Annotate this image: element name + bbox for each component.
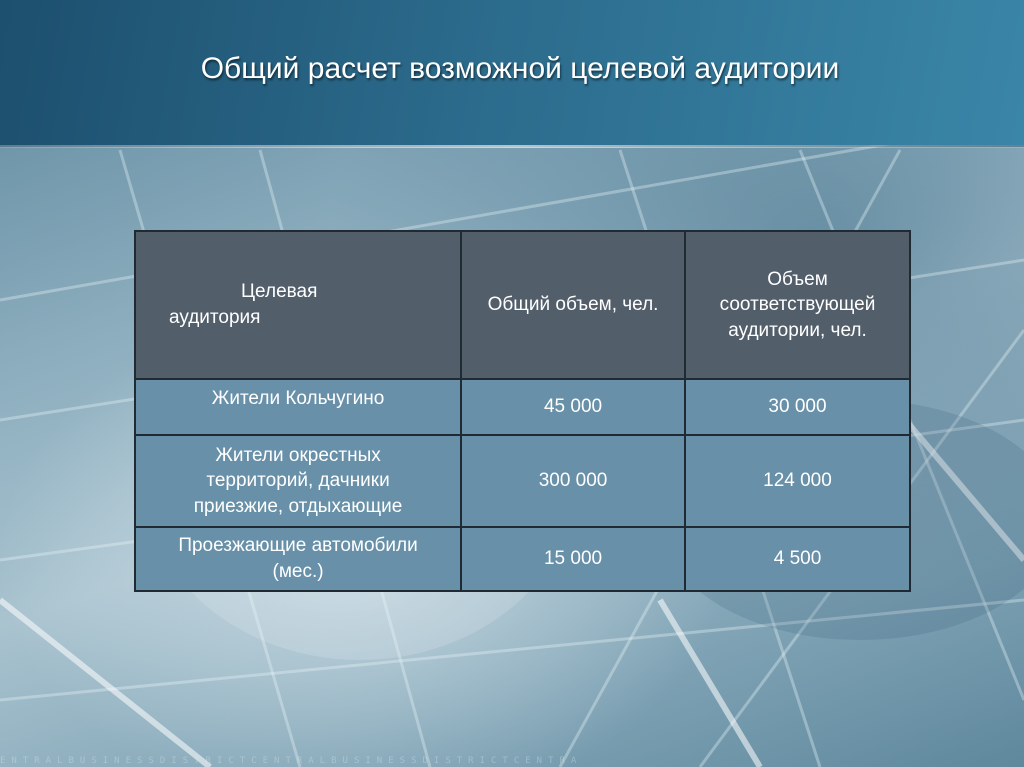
- table-header-row: [135, 231, 910, 379]
- cell-audience: Жители Кольчугино: [135, 379, 461, 435]
- table-row: [135, 379, 910, 435]
- footer-decor-text: ENTRALBUSINESSDISTRICTCENTRALBUSINESSDISTRICTCENTRA: [0, 756, 583, 766]
- header-total: Общий объем, чел.: [461, 231, 685, 379]
- cell-total: 15 000: [461, 527, 685, 591]
- header-matching: [685, 231, 910, 379]
- table-row: [135, 435, 910, 527]
- header-matching-line3: аудитории, чел.: [728, 319, 867, 341]
- cell-audience-line2: территорий, дачники: [206, 470, 390, 492]
- cell-audience-line1: Жители окрестных: [215, 444, 381, 466]
- cell-total: 45 000: [461, 379, 685, 435]
- cell-audience-line3: приезжие, отдыхающие: [193, 495, 403, 517]
- cell-matching: 124 000: [685, 435, 910, 527]
- table-row: [135, 527, 910, 591]
- cell-total: 300 000: [461, 435, 685, 527]
- header-matching-line1: Объем: [767, 268, 828, 290]
- cell-audience: [135, 527, 461, 591]
- cell-audience: [135, 435, 461, 527]
- title-divider: [0, 145, 1024, 148]
- header-matching-line2: соответствующей: [719, 294, 876, 316]
- cell-matching: 4 500: [685, 527, 910, 591]
- cell-matching: 30 000: [685, 379, 910, 435]
- cell-audience-line2: (мес.): [272, 561, 324, 582]
- slide-title: Общий расчет возможной целевой аудитории: [200, 52, 840, 85]
- header-audience: [135, 231, 461, 379]
- header-audience-line2: аудитория: [169, 307, 261, 328]
- audience-table: [134, 230, 911, 592]
- header-audience-line1: Целевая: [241, 281, 318, 303]
- cell-audience-line1: Проезжающие автомобили: [178, 535, 418, 557]
